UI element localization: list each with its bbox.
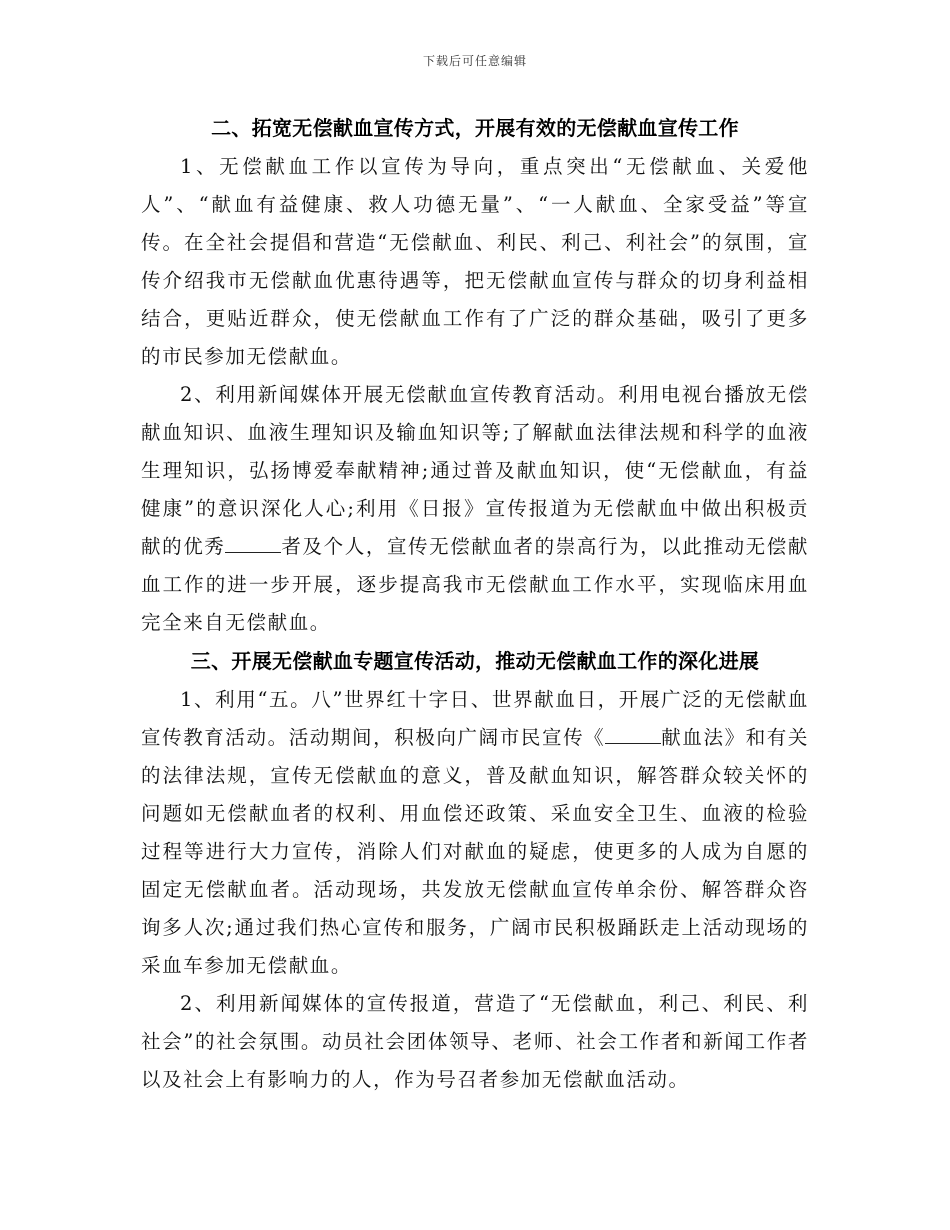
paragraph-text: 2、利用新闻媒体开展无偿献血宣传教育活动。利用电视台播放无偿献血知识、血液生理知识及输血知识等;了解献血法律法规和科学的血液生理知识，弘扬博爱奉献精神;通过普及献血知识，使“无偿献血，有益健康”的意识深化人心;利用《日报》宣传报道为无偿献血中做出积极贡献的优秀 <box>141 383 809 558</box>
page-header-note: 下载后可任意编辑 <box>422 54 527 68</box>
paragraph-text: 献血法》和有关的法律法规，宣传无偿献血的意义，普及献血知识，解答群众较关怀的问题如无偿献血者的权利、用血偿还政策、采血安全卫生、血液的检验过程等进行大力宣传，消除人们对献血的疑虑，使更多的人成为自愿的固定无偿献血者。活动现场，共发放无偿献血宣传单余份、解答群众咨询多人次;通过我们热心宣传和服务，广阔市民积极踊跃走上活动现场的采血车参加无偿献血。 <box>141 726 810 977</box>
fill-in-blank <box>225 534 281 553</box>
paragraph-text: 2、利用新闻媒体的宣传报道，营造了“无偿献血，利己、利民、利社会”的社会氛围。动员社会团体领导、老师、社会工作者和新闻工作者以及社会上有影响力的人，作为号召者参加无偿献血活动。 <box>141 992 809 1091</box>
body-paragraph <box>141 681 809 985</box>
body-paragraph <box>141 148 809 376</box>
paragraph-text: 者及个人，宣传无偿献血者的崇高行为，以此推动无偿献血工作的进一步开展，逐步提高我市无偿献血工作水平，实现临床用血完全来自无偿献血。 <box>141 535 809 634</box>
body-paragraph <box>141 376 809 642</box>
body-paragraph <box>141 985 809 1099</box>
fill-in-blank <box>605 725 661 744</box>
section-heading: 三、开展无偿献血专题宣传活动，推动无偿献血工作的深化进展 <box>190 649 760 673</box>
paragraph-text: 1、无偿献血工作以宣传为导向，重点突出“无偿献血、关爱他人”、“献血有益健康、救人功德无量”、“一人献血、全家受益”等宣传。在全社会提倡和营造“无偿献血、利民、利己、利社会”的氛围，宣传介绍我市无偿献血优惠待遇等，把无偿献血宣传与群众的切身利益相结合，更贴近群众，使无偿献血工作有了广泛的群众基础，吸引了更多的市民参加无偿献血。 <box>141 155 809 368</box>
paragraph-text: 1、利用“五。八”世界红十字日、世界献血日，开展广泛的无偿献血宣传教育活动。活动期间，积极向广阔市民宣传《 <box>141 688 809 749</box>
section-heading: 二、拓宽无偿献血宣传方式，开展有效的无偿献血宣传工作 <box>211 116 739 140</box>
document-body <box>141 109 809 1099</box>
